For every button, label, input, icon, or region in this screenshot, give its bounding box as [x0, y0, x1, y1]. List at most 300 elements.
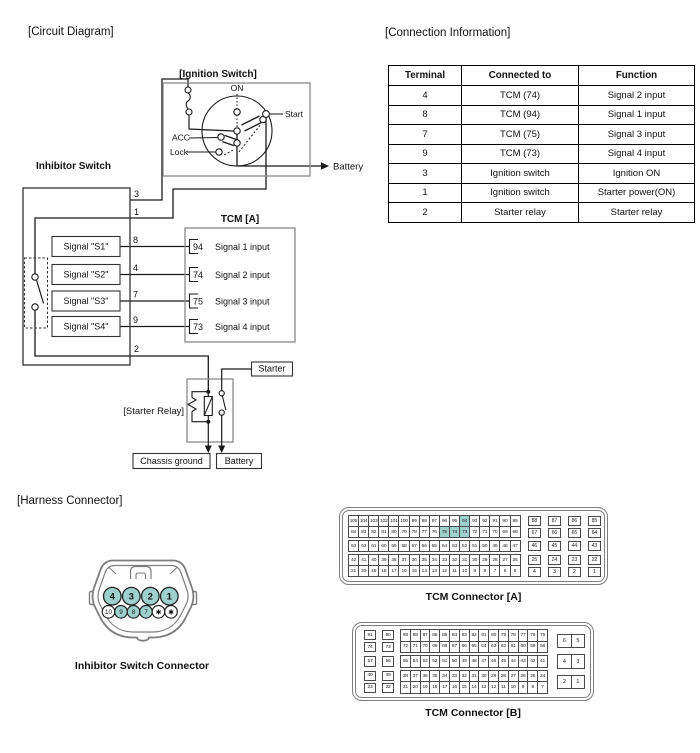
pin-cell: 5	[572, 635, 585, 648]
table-cell: 8	[389, 105, 462, 125]
pin-cell: 89	[511, 516, 520, 526]
pin-cell: 32	[450, 555, 459, 565]
wire-number-2: 2	[134, 344, 140, 354]
battery-arrowhead2	[218, 446, 225, 454]
pin-cell: 35	[420, 555, 429, 565]
pin-cell: 36	[410, 555, 419, 565]
pin-cell: 92	[480, 516, 489, 526]
battery-arrowhead	[321, 162, 329, 169]
pin-cell: 73	[460, 527, 469, 537]
wire-number-4: 4	[133, 263, 139, 273]
pin-right-cells	[528, 555, 602, 577]
pin-cell: 80	[389, 527, 398, 537]
pin-cell: 42	[528, 656, 537, 667]
pin-cell: 94	[460, 516, 469, 526]
pin-number-74: 74	[193, 270, 204, 280]
pin-cell: 30	[479, 671, 488, 682]
pin-cell: 32	[460, 671, 469, 682]
pin-cell: 23	[568, 555, 582, 565]
pin-cell: 82	[470, 630, 479, 641]
table-cell: Ignition ON	[579, 164, 695, 184]
pin-cell: 61	[509, 642, 518, 653]
signal-s2-label: Signal "S2"	[63, 269, 109, 280]
pin-cell: 65	[568, 528, 582, 538]
pin-cell: 82	[369, 527, 378, 537]
fuse-element	[186, 93, 190, 110]
signal-boxes	[52, 237, 120, 337]
pin-cell: 40	[364, 671, 376, 682]
contact-lock	[216, 149, 222, 155]
battery-box-label: Battery	[224, 455, 254, 466]
pin-cell: 63	[349, 541, 358, 551]
pin-cell: 43	[588, 541, 602, 551]
pin-cell: 15	[410, 566, 419, 576]
pin-cell: 95	[450, 516, 459, 526]
pin-cell: 26	[511, 555, 520, 565]
pin-cell: 50	[450, 656, 459, 667]
signal-s4-label: Signal "S4"	[63, 321, 109, 332]
pin-cell: 51	[470, 541, 479, 551]
pin-cell: 67	[450, 642, 459, 653]
contact-acc	[218, 134, 224, 140]
table-cell: 1	[389, 183, 462, 203]
tcm-connector-b	[352, 622, 594, 701]
pin-cell: 91	[490, 516, 499, 526]
pin-cell: 31	[460, 555, 469, 565]
pin-cell: 90	[500, 516, 509, 526]
contact-on	[234, 109, 240, 115]
pin-cell: 10	[460, 566, 469, 576]
pin-cell: 60	[519, 642, 528, 653]
pin-number: 10	[105, 609, 112, 617]
tcm-a-title: TCM [A]	[220, 214, 260, 225]
pin-cell: 47	[511, 541, 520, 551]
pin-cell: 66	[460, 642, 469, 653]
pin-cell: 10	[509, 682, 518, 693]
pin-cell: 71	[411, 642, 420, 653]
pin-left-column	[382, 630, 394, 653]
pin-cell: 42	[349, 555, 358, 565]
pin-cell: 91	[364, 630, 376, 641]
pin-cell: 62	[359, 541, 368, 551]
starter-relay-title: [Starter Relay]	[123, 406, 184, 417]
pin-cell: 81	[379, 527, 388, 537]
pin-band	[348, 515, 599, 538]
tcm-connector-a-pins	[343, 511, 604, 581]
pin-right-block	[557, 634, 585, 649]
pin-cell: 22	[588, 555, 602, 565]
pin-cell: 39	[382, 671, 394, 682]
pin-cell: 65	[470, 642, 479, 653]
pin-cell: 33	[450, 671, 459, 682]
battery-wire-label: Battery	[333, 161, 364, 173]
pin-cell: 60	[379, 541, 388, 551]
table-cell: Ignition switch	[462, 164, 579, 184]
pin-right-row	[528, 567, 602, 577]
pin-cell: 56	[420, 541, 429, 551]
pin-cell: 24	[548, 555, 562, 565]
contact-start	[263, 111, 270, 118]
section-title-harness-connector: [Harness Connector]	[17, 495, 123, 507]
pin-cell: 14	[420, 566, 429, 576]
pin-cell: 22	[382, 683, 394, 694]
pin-cell: 5	[511, 566, 520, 576]
pin-number: 1	[166, 591, 172, 603]
section-title-circuit-diagram: [Circuit Diagram]	[28, 26, 114, 38]
pin-band	[361, 629, 585, 653]
wire-number-1: 1	[134, 207, 140, 217]
pin-cell: 46	[528, 541, 542, 551]
pin-cell: 27	[500, 555, 509, 565]
pin-cell: 85	[588, 516, 602, 526]
pin-cell: 64	[479, 642, 488, 653]
wire-number-7: 7	[133, 289, 139, 300]
pin-cell: 26	[519, 671, 528, 682]
pin-cell: 48	[470, 656, 479, 667]
inhibitor-connector-caption: Inhibitor Switch Connector	[74, 660, 210, 672]
pin-left-column	[382, 656, 394, 667]
pin-grid	[400, 670, 548, 694]
tcm-a-block	[185, 214, 295, 342]
pin-cell: 20	[411, 682, 420, 693]
pin-number: 2	[147, 591, 153, 603]
pin-grid	[400, 629, 548, 653]
pin-cell: 58	[538, 642, 547, 653]
pin-cell: 72	[470, 527, 479, 537]
pin-cell: 21	[401, 682, 410, 693]
pin-cell: 37	[399, 555, 408, 565]
pin-cell: 16	[399, 566, 408, 576]
pin-cell: 25	[528, 671, 537, 682]
pin-cell: 61	[369, 541, 378, 551]
table-cell: TCM (94)	[462, 105, 579, 125]
pin-cell: 52	[430, 656, 439, 667]
switch-blade	[37, 280, 44, 304]
signal-s3-label: Signal "S3"	[63, 296, 109, 307]
pin-label-74: Signal 2 input	[215, 270, 270, 280]
on-label: ON	[230, 83, 244, 93]
pin-cell: 20	[359, 566, 368, 576]
tcm-connector-b-pins	[356, 626, 590, 697]
pin-star: ✱	[155, 609, 162, 617]
pin-cell: 77	[420, 527, 429, 537]
wire-number-9: 9	[133, 315, 139, 325]
pin-cell: 2	[568, 567, 582, 577]
pin-cell: 59	[528, 642, 537, 653]
pin-cell: 2	[558, 676, 571, 689]
pin-label-73: Signal 4 input	[215, 322, 270, 332]
pin-cell: 18	[379, 566, 388, 576]
lock-label: Lock	[170, 147, 188, 157]
pin-cell: 103	[369, 516, 378, 526]
acc-label: ACC	[172, 132, 190, 143]
pin-left-column	[382, 671, 394, 694]
pin-cell: 78	[509, 630, 518, 641]
tcm-connector-a	[339, 507, 608, 585]
pin-cell: 98	[420, 516, 429, 526]
pin-cell: 3	[572, 655, 585, 668]
pin-cell: 41	[538, 656, 547, 667]
pin-band	[361, 670, 585, 694]
pin-cell: 69	[430, 642, 439, 653]
pin-cell: 76	[528, 630, 537, 641]
pin-left-column	[364, 630, 376, 653]
fuse-terminal-bottom	[186, 109, 192, 115]
inhibitor-switch-connector	[75, 561, 209, 673]
pin-number: 4	[109, 591, 115, 603]
pin-cell: 11	[499, 682, 508, 693]
pin-cell: 88	[411, 630, 420, 641]
pin-cell: 63	[489, 642, 498, 653]
pin-cell: 30	[470, 555, 479, 565]
pin-cell: 29	[489, 671, 498, 682]
start-label: Start	[285, 109, 303, 119]
pin-cell: 59	[389, 541, 398, 551]
pin-cell: 9	[519, 682, 528, 693]
pin-cell: 84	[450, 630, 459, 641]
table-header-cell: Terminal	[389, 66, 462, 86]
table-cell: TCM (74)	[462, 86, 579, 106]
table-cell: TCM (73)	[462, 144, 579, 164]
pin-grid	[348, 554, 521, 577]
starter-box-label: Starter	[258, 363, 286, 374]
pin-cell: 86	[430, 630, 439, 641]
pin-cell: 23	[364, 683, 376, 694]
pin-cell: 79	[499, 630, 508, 641]
pin-cell: 105	[349, 516, 358, 526]
switch-dashed-box	[25, 258, 48, 328]
pin-cell: 1	[572, 676, 585, 689]
pin-cell: 15	[460, 682, 469, 693]
pin-cell: 16	[450, 682, 459, 693]
pin-cell: 97	[430, 516, 439, 526]
pin-cell: 6	[558, 635, 571, 648]
pin-cell: 8	[480, 566, 489, 576]
pin-cell: 28	[499, 671, 508, 682]
pin-cell: 57	[364, 656, 376, 667]
pin-cell: 39	[379, 555, 388, 565]
table-cell: 2	[389, 203, 462, 223]
pin-cell: 3	[548, 567, 562, 577]
pin-cell: 101	[389, 516, 398, 526]
pin-right-block	[557, 654, 585, 669]
pin-cell: 54	[411, 656, 420, 667]
tcm-connector-a-caption: TCM Connector [A]	[425, 591, 522, 603]
switch-contact-top	[32, 274, 38, 280]
pin-cell: 47	[479, 656, 488, 667]
pin-cell: 78	[410, 527, 419, 537]
contact-center	[234, 128, 240, 134]
pin-cell: 21	[349, 566, 358, 576]
pin-cell: 7	[538, 682, 547, 693]
pin-cell: 4	[528, 567, 542, 577]
pin-cell: 73	[382, 642, 394, 653]
pin-number: 9	[119, 609, 123, 617]
pin-label-94: Signal 1 input	[215, 242, 270, 252]
pin-cell: 84	[349, 527, 358, 537]
pin-cell: 34	[430, 555, 439, 565]
pin-cell: 54	[440, 541, 449, 551]
pin-cell: 40	[369, 555, 378, 565]
pin-cell: 66	[548, 528, 562, 538]
pin-label-75: Signal 3 input	[215, 296, 270, 307]
pin-cell: 99	[410, 516, 419, 526]
pin-cell: 75	[538, 630, 547, 641]
contact-acc2	[234, 140, 240, 146]
pin-cell: 72	[401, 642, 410, 653]
table-cell: Starter relay	[462, 203, 579, 223]
pin-cell: 45	[548, 541, 562, 551]
table-cell: Starter relay	[579, 203, 695, 223]
pin-cell: 74	[364, 642, 376, 653]
pin-cell: 62	[499, 642, 508, 653]
pin-cell: 100	[399, 516, 408, 526]
pin-cell: 36	[421, 671, 430, 682]
pin-cell: 38	[389, 555, 398, 565]
pin-cell: 71	[480, 527, 489, 537]
pin-cell: 52	[460, 541, 469, 551]
pin-cell: 28	[490, 555, 499, 565]
pin-cell: 83	[460, 630, 469, 641]
pin-cell: 45	[499, 656, 508, 667]
pin-cell: 56	[382, 656, 394, 667]
pin-band	[348, 554, 599, 577]
pin-number-75: 75	[193, 296, 204, 307]
pin-cell: 87	[421, 630, 430, 641]
pin-cell: 81	[479, 630, 488, 641]
pin-cell: 86	[568, 516, 582, 526]
pin-right-row	[528, 555, 602, 565]
pin-cell: 68	[511, 527, 520, 537]
table-cell: 7	[389, 125, 462, 145]
pin-cell: 89	[401, 630, 410, 641]
table-cell: Signal 4 input	[579, 144, 695, 164]
pin-cell: 6	[500, 566, 509, 576]
pin-cell: 68	[440, 642, 449, 653]
pin-cell: 38	[401, 671, 410, 682]
pin-cell: 96	[440, 516, 449, 526]
pin-left-column	[364, 656, 376, 667]
ignition-switch-title: [Ignition Switch]	[179, 69, 257, 80]
pin-cell: 70	[490, 527, 499, 537]
pin-right-cells	[528, 516, 602, 538]
pin-cell: 44	[509, 656, 518, 667]
chassis-arrowhead	[205, 446, 212, 454]
pin-cell: 58	[399, 541, 408, 551]
pin-cell: 13	[479, 682, 488, 693]
pin-cell: 24	[538, 671, 547, 682]
pin-cell: 19	[369, 566, 378, 576]
pin-right-row	[528, 516, 602, 526]
pin-cell: 49	[460, 656, 469, 667]
pin-cell: 18	[430, 682, 439, 693]
table-cell: 9	[389, 144, 462, 164]
pin-cell: 27	[509, 671, 518, 682]
wire-number-8: 8	[133, 235, 139, 245]
table-cell: TCM (75)	[462, 125, 579, 145]
table-cell: Signal 1 input	[579, 105, 695, 125]
pin-band	[348, 540, 599, 552]
table-cell: Ignition switch	[462, 183, 579, 203]
pin-cell: 35	[430, 671, 439, 682]
pin-cell: 51	[440, 656, 449, 667]
pin-cell: 76	[430, 527, 439, 537]
section-title-connection-information: [Connection Information]	[385, 27, 511, 39]
pin-cell: 80	[489, 630, 498, 641]
pin-cell: 104	[359, 516, 368, 526]
pin-number: 7	[144, 609, 148, 617]
relay-switch-blade	[222, 396, 226, 410]
table-cell: 3	[389, 164, 462, 184]
relay-contact-top	[219, 391, 224, 396]
pin-cell: 67	[528, 528, 542, 538]
pin-cell: 34	[440, 671, 449, 682]
pin-cell: 17	[440, 682, 449, 693]
tcm-connector-b-caption: TCM Connector [B]	[425, 707, 521, 719]
wire-number-3: 3	[134, 189, 140, 199]
pin-grid	[348, 540, 521, 552]
pin-cell: 90	[382, 630, 394, 641]
pin-cell: 83	[359, 527, 368, 537]
pin-right-block	[557, 675, 585, 690]
pin-cell: 9	[470, 566, 479, 576]
pin-cell: 12	[489, 682, 498, 693]
pin-cell: 64	[588, 528, 602, 538]
pin-cell: 7	[490, 566, 499, 576]
chassis-ground-label: Chassis ground	[140, 455, 203, 466]
pin-cell: 74	[450, 527, 459, 537]
pin-cell: 77	[519, 630, 528, 641]
pin-cell: 53	[421, 656, 430, 667]
pin-cell: 33	[440, 555, 449, 565]
pin-band	[361, 654, 585, 669]
table-cell: Starter power(ON)	[579, 183, 695, 203]
pin-cell: 13	[430, 566, 439, 576]
pin-cell: 93	[470, 516, 479, 526]
pin-number: 3	[128, 591, 134, 603]
table-header-cell: Function	[579, 66, 695, 86]
pin-cell: 31	[470, 671, 479, 682]
pin-cell: 37	[411, 671, 420, 682]
pin-cell: 29	[480, 555, 489, 565]
pin-cell: 75	[440, 527, 449, 537]
table-cell: Signal 3 input	[579, 125, 695, 145]
pin-left-column	[364, 671, 376, 694]
inhibitor-switch-title: Inhibitor Switch	[36, 161, 111, 172]
pin-cell: 69	[500, 527, 509, 537]
relay-contact-bottom	[219, 410, 224, 415]
pin-cell: 12	[440, 566, 449, 576]
pin-cell: 85	[440, 630, 449, 641]
pin-cell: 88	[528, 516, 542, 526]
pin-cell: 44	[568, 541, 582, 551]
pin-cell: 25	[528, 555, 542, 565]
pin-cell: 41	[359, 555, 368, 565]
pin-cell: 57	[410, 541, 419, 551]
pin-cell: 11	[450, 566, 459, 576]
pin-cell: 55	[401, 656, 410, 667]
pin-cell: 102	[379, 516, 388, 526]
inhibitor-switch	[23, 161, 130, 365]
pin-right-row	[528, 528, 602, 538]
pin-cell: 48	[500, 541, 509, 551]
wires	[35, 79, 321, 392]
signal-s1-label: Signal "S1"	[63, 241, 109, 252]
pin-cell: 87	[548, 516, 562, 526]
relay-resistor	[188, 398, 196, 412]
ignition-switch	[163, 69, 310, 176]
pin-number-94: 94	[193, 242, 204, 252]
